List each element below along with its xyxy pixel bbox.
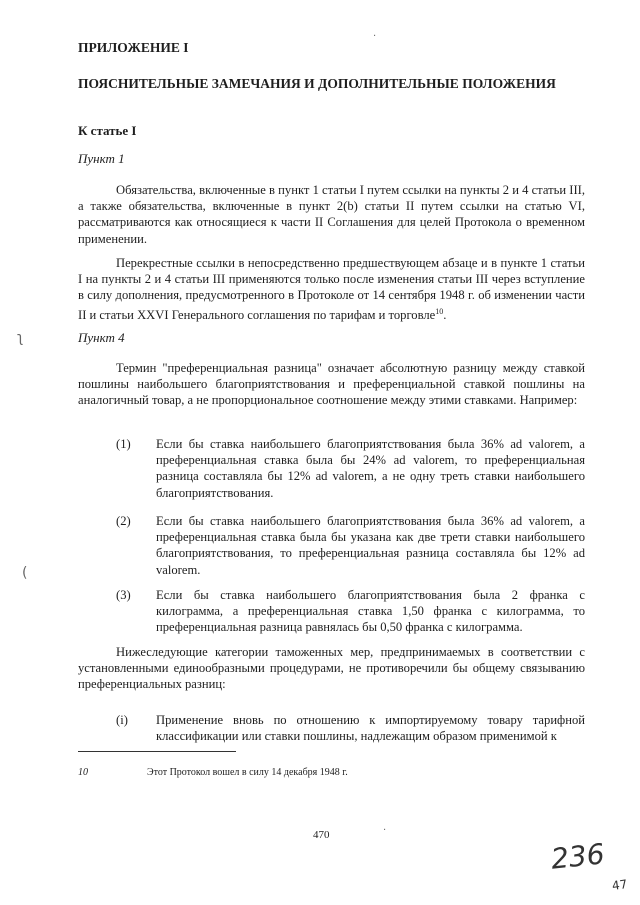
point-1-paragraph-2 <box>78 255 585 323</box>
annex-heading: ПРИЛОЖЕНИЕ I <box>78 40 189 55</box>
roman-text: Применение вновь по отношению к импортируемому товару тарифной классификации или ставки пошлины, надлежащим образом применимой к <box>156 713 585 744</box>
scan-margin-mark: ʅ <box>17 330 24 346</box>
categories-paragraph: Нижеследующие категории таможенных мер, предпринимаемых в соответствии с установленными единообразными процедурами, не противоречили бы общему связыванию преференциальных разниц: <box>78 645 585 692</box>
point-1-paragraph-1: Обязательства, включенные в пункт 1 статьи I путем ссылки на пункты 2 и 4 статьи III, а также обязательства, включенные в пункт 2(b) статьи II путем ссылки на статью VI, рассматриваются как относящиеся к части II Соглашения для целей Протокола о временном применении. <box>78 183 585 246</box>
example-number: (3) <box>116 588 131 602</box>
footnote-text: Этот Протокол вошел в силу 14 декабря 1948 г. <box>147 767 348 778</box>
scan-speck: · <box>373 31 377 42</box>
article-heading: К статье I <box>78 123 137 138</box>
scan-speck: · <box>383 825 387 836</box>
handwritten-note: 47 <box>611 877 629 893</box>
example-text: Если бы ставка наибольшего благоприятствования была 36% ad valorem, а преференциальная ставка была бы указана как две трети ставки наибольшего благоприятствования, то преференциальная разница составляла бы 12% ad valorem. <box>156 514 585 577</box>
point-4-paragraph: Термин "преференциальная разница" означает абсолютную разницу между ставкой пошлины наибольшего благоприятствования и преференциальной ставкой пошлины на аналогичный товар, а не пропорциональное соотношение между этими ставками. Например: <box>78 361 585 408</box>
example-text: Если бы ставка наибольшего благоприятствования была 2 франка с килограмма, а преференциальная ставка 1,50 франка с килограмма, то преференциальная разница равнялась бы 0,50 франка с килограмма. <box>156 588 585 635</box>
page-number: 470 <box>313 829 330 841</box>
point-1-paragraph-2-end: . <box>443 307 447 322</box>
point-1-paragraph-2-text: Перекрестные ссылки в непосредственно предшествующем абзаце и в пункте 1 статьи I на пункты 2 и 4 статьи III применяются только после изменения статьи III через вступление в силу дополнения, предусмотренного в Протоколе от 14 сентября 1948 г. об изменении части II и статьи XXVI Генерального соглашения по тарифам и торговле <box>78 256 585 322</box>
footnote-divider <box>78 751 236 752</box>
example-text: Если бы ставка наибольшего благоприятствования была 36% ad valorem, а преференциальная ставка была бы 24% ad valorem, то преференциальная разница составляла бы 12% ad valorem, а не одну треть ставки наибольшего благоприятствования. <box>156 437 585 500</box>
annex-subheading: ПОЯСНИТЕЛЬНЫЕ ЗАМЕЧАНИЯ И ДОПОЛНИТЕЛЬНЫЕ ПОЛОЖЕНИЯ <box>78 76 556 91</box>
example-number: (2) <box>116 514 131 528</box>
example-number: (1) <box>116 437 131 451</box>
footnote-number: 10 <box>78 767 88 778</box>
point-1-heading: Пункт 1 <box>78 151 125 166</box>
scan-margin-mark: ( <box>22 565 28 581</box>
roman-number: (i) <box>116 713 128 727</box>
footnote-ref: 10 <box>435 306 444 316</box>
point-4-heading: Пункт 4 <box>78 330 125 345</box>
handwritten-page-number: 236 <box>549 837 607 876</box>
